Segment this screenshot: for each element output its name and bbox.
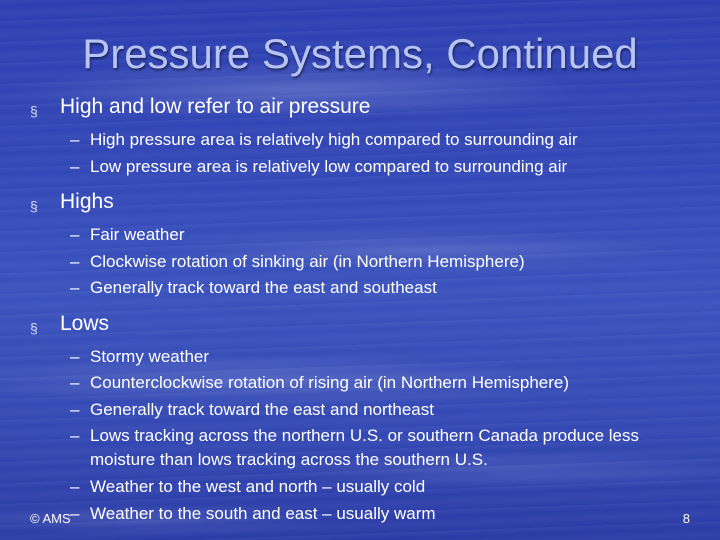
sub-bullet-text: High pressure area is relatively high compared to surrounding air: [90, 130, 578, 149]
sub-bullet-group: [28, 127, 698, 180]
sub-bullet-group: [28, 344, 698, 528]
square-bullet-icon: §: [30, 198, 38, 214]
dash-marker: –: [70, 399, 80, 419]
slide-title: Pressure Systems, Continued: [82, 30, 638, 77]
bullet-text: Lows: [60, 311, 110, 335]
sub-bullet: [28, 424, 698, 472]
sub-bullet-text: Lows tracking across the northern U.S. or southern Canada produce less moisture than lows tracking across the southern U.S.: [90, 426, 640, 469]
sub-bullet: [28, 154, 698, 181]
sub-bullet: [28, 275, 698, 302]
bullet-lows: [28, 312, 698, 336]
dash-marker: –: [70, 426, 80, 445]
sub-bullet-text: Stormy weather: [90, 346, 210, 366]
dash-marker: –: [70, 278, 80, 297]
sub-bullet-text: Generally track toward the east and northeast: [90, 399, 434, 419]
sub-bullet: [28, 501, 698, 528]
dash-marker: –: [70, 225, 80, 244]
square-bullet-icon: §: [30, 319, 38, 336]
sub-bullet: [28, 397, 698, 424]
slide-content: [28, 95, 698, 537]
dash-marker: –: [70, 373, 80, 392]
sub-bullet-text: Weather to the south and east – usually warm: [90, 503, 436, 523]
sub-bullet: [28, 127, 698, 154]
sub-bullet-text: Weather to the west and north – usually cold: [90, 477, 426, 496]
dash-marker: –: [70, 251, 80, 271]
dash-marker: –: [70, 477, 80, 496]
sub-bullet: [28, 474, 698, 501]
sub-bullet: [28, 222, 698, 249]
page-number: 8: [682, 511, 690, 526]
bullet-highs: [28, 190, 698, 214]
sub-bullet-text: Generally track toward the east and southeast: [90, 278, 437, 297]
sub-bullet-group: [28, 222, 698, 302]
sub-bullet: [28, 370, 698, 397]
sub-bullet-text: Low pressure area is relatively low compared to surrounding air: [90, 156, 568, 176]
dash-marker: –: [70, 503, 80, 523]
sub-bullet-text: Clockwise rotation of sinking air (in Northern Hemisphere): [90, 251, 525, 271]
sub-bullet-text: Counterclockwise rotation of rising air (in Northern Hemisphere): [90, 373, 570, 392]
copyright-notice: © AMS: [30, 511, 71, 526]
square-bullet-icon: §: [30, 103, 38, 119]
dash-marker: –: [70, 156, 80, 176]
sub-bullet: [28, 344, 698, 371]
bullet-high-and-low: [28, 95, 698, 119]
dash-marker: –: [70, 346, 80, 366]
bullet-text: High and low refer to air pressure: [60, 95, 371, 118]
bullet-text: Highs: [60, 190, 114, 213]
sub-bullet: [28, 249, 698, 276]
dash-marker: –: [70, 130, 80, 149]
sub-bullet-text: Fair weather: [90, 225, 185, 244]
